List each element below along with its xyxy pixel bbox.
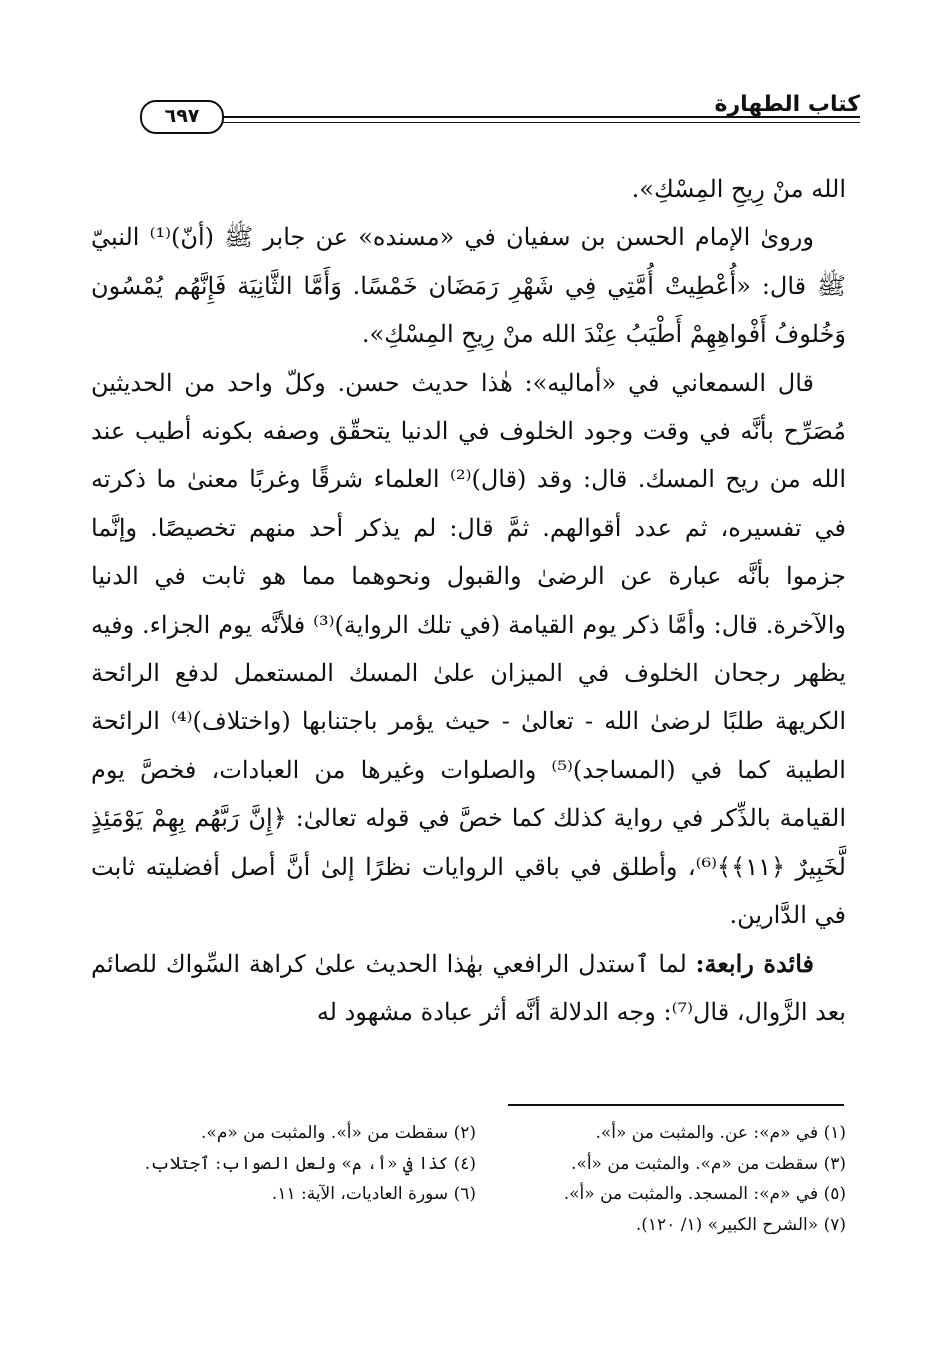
footnote-5: (٥) في «م»: المسجد. والمثبت من «أ». [563, 1184, 846, 1204]
footnote-row [91, 1210, 846, 1241]
footnote-7: (٧) «الشرح الكبير» (١/ ١٢٠). [635, 1214, 846, 1235]
header-rule-top [210, 116, 860, 118]
footnote-2: (٢) سقطت من «أ». والمثبت من «م». [201, 1123, 476, 1143]
main-text [91, 165, 846, 1036]
paragraph-samani: قال السمعاني في «أماليه»: هٰذا حديث حسن. وكلّ واحد من الحديثين مُصَرِّح بأنَّه في وقت وجود الخلوف في الدنيا يتحقّق وصفه بكونه أطيب عند الله من ريح المسك. قال: وقد (قال)⁽²⁾ العلماء شرقًا وغربًا معنىٰ ما ذكرته في تفسيره، ثم عدد أقوالهم. ثمَّ قال: لم يذكر أحد منهم تخصيصًا. وإنَّما جزموا بأنَّه عبارة عن الرضیٰ والقبول ونحوهما مما هو ثابت في الدنيا والآخرة. قال: وأمَّا ذكر يوم القيامة (في تلك الرواية)⁽³⁾ فلأنَّه يوم الجزاء. وفيه يظهر رجحان الخلوف في الميزان علىٰ المسك المستعمل لدفع الرائحة الكريهة طلبًا لرضیٰ الله - تعالىٰ - حيث يؤمر باجتنابها (واختلاف)⁽⁴⁾ الرائحة الطيبة كما في (المساجد)⁽⁵⁾ والصلوات وغيرها من العبادات، فخصَّ يوم القيامة بالذِّكر في رواية كذلك كما خصَّ في قوله تعالىٰ: ﴿إِنَّ رَبَّهُم بِهِمْ يَوْمَئِذٍ لَّخَبِيرٌ ﴿١١﴾﴾⁽⁶⁾، وأطلق في باقي الروايات نظرًا إلىٰ أنَّ أصل أفضليته ثابت في الدَّارين. [91, 368, 847, 930]
footnote-row [91, 1179, 846, 1210]
paragraph-hadith: ورویٰ الإمام الحسن بن سفيان في «مسنده» عن جابر ﷺ (أنّ)⁽¹⁾ النبيّ ﷺ قال: «أُعْطِيتْ أُمَّتِي فِي شَهْرِ رَمَضَان خَمْسًا. وَأَمَّا الثَّانِيَة فَإِنَّهُم يُمْسُون وَخُلوفُ أَفْواهِهِمْ أَطْيَبُ عِنْدَ الله منْ رِيحِ المِسْكِ». [91, 223, 846, 349]
footnote-separator [508, 1104, 844, 1106]
page-number: ٦٩٧ [140, 100, 224, 134]
paragraph-fourth-benefit [91, 940, 846, 1037]
header-rule-bottom [210, 122, 860, 123]
footnote-3: (٣) سقطت من «م». والمثبت من «أ». [571, 1153, 846, 1174]
fourth-benefit-text: لما ٱستدل الرافعي بهٰذا الحديث علىٰ كراهة السِّواك للصائم بعد الزَّوال، قال⁽⁷⁾: وجه الدلالة أنَّه أثر عبادة مشهود له [91, 949, 846, 1026]
footnote-4: (٤) كذا في «أ، م» ولعل الصواب: ٱجتلاب. [144, 1153, 476, 1174]
footnote-6: (٦) سورة العاديات، الآية: ١١. [271, 1184, 476, 1204]
page-header [100, 92, 860, 132]
footnote-row [91, 1118, 846, 1149]
footnote-1: (١) في «م»: عن. والمثبت من «أ». [595, 1123, 846, 1143]
fourth-benefit-heading: فائدة رابعة: [695, 948, 815, 978]
running-title: كتاب الطهارة [714, 92, 860, 117]
paragraph-continuation: الله منْ رِيحِ المِسْكِ». [631, 175, 846, 203]
footnote-row [91, 1149, 846, 1180]
footnotes [91, 1118, 846, 1240]
